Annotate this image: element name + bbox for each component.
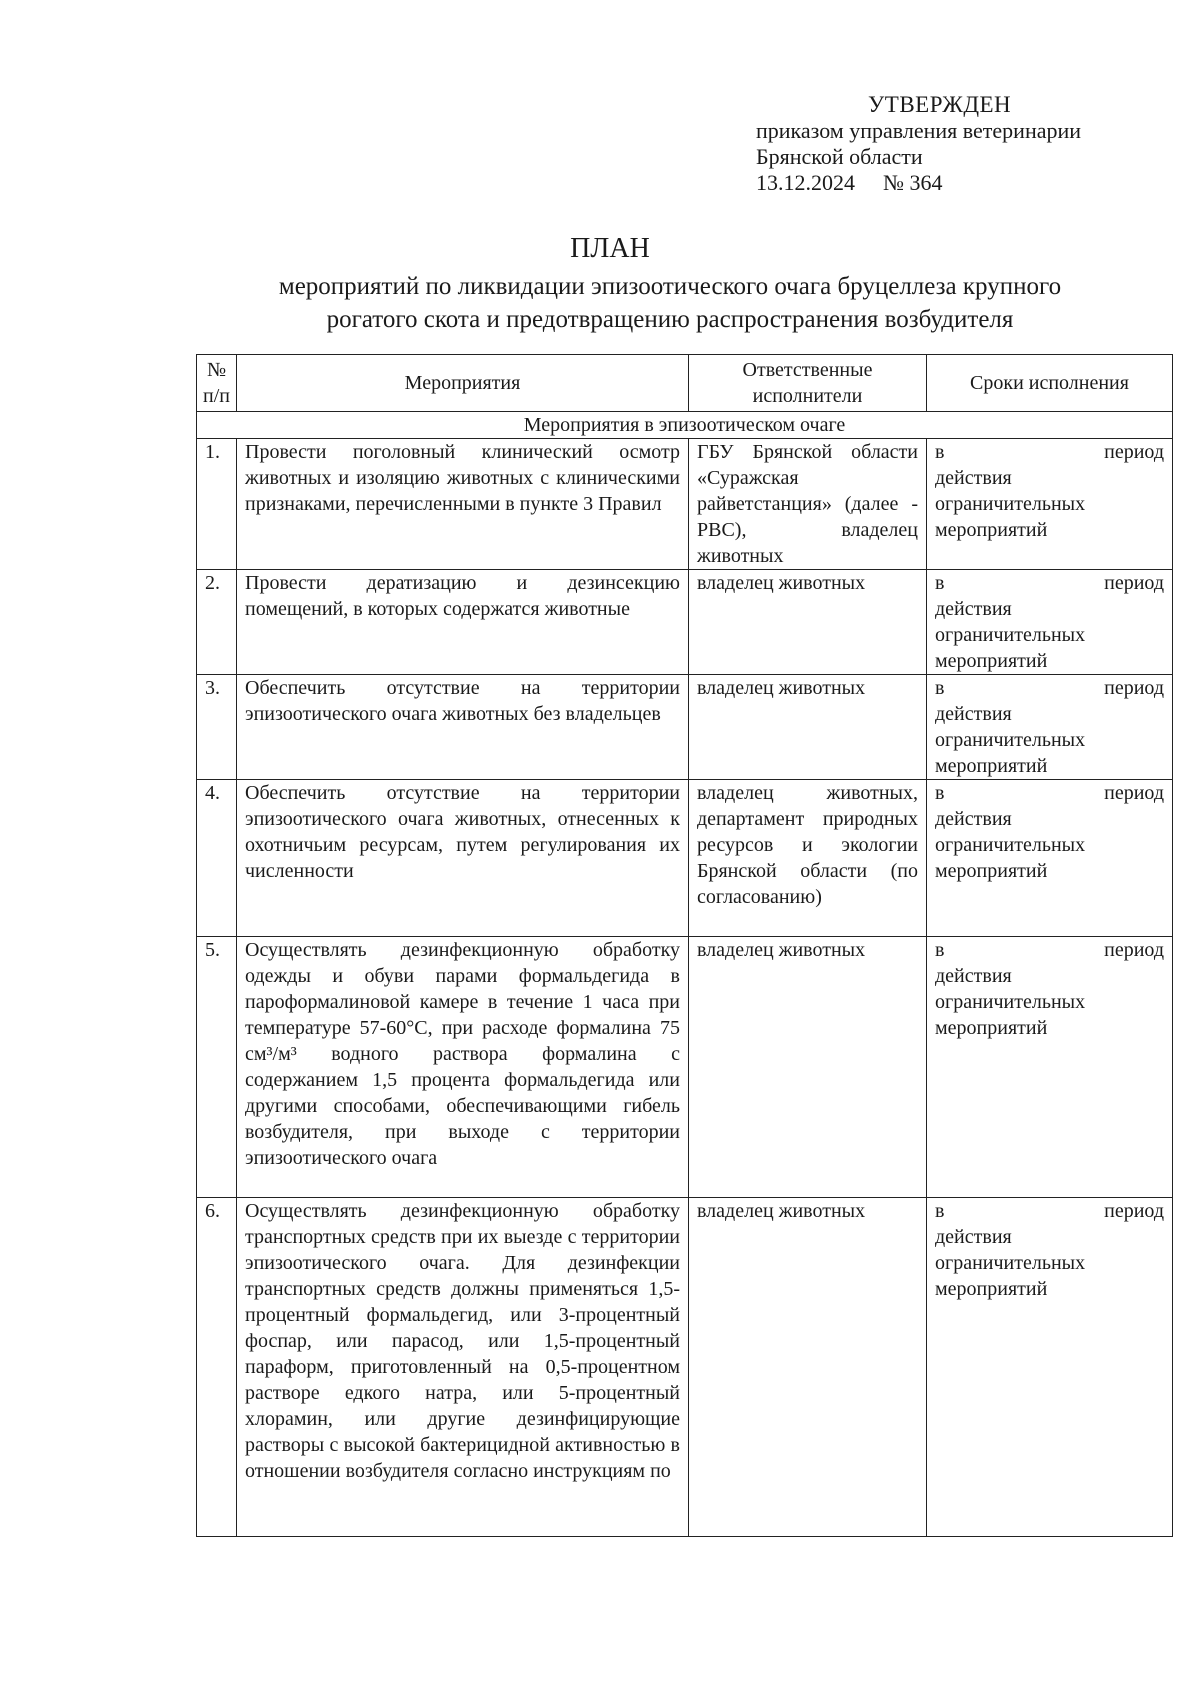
- row-term-word: в: [935, 1200, 945, 1222]
- row-term-word: период: [1104, 441, 1164, 463]
- header-responsible: Ответственные исполнители: [689, 355, 927, 412]
- row-term-first-line: [935, 570, 1164, 596]
- row-activity: Провести поголовный клинический осмотр животных и изоляцию животных с клиническими признаками, перечисленными в пункте 3 Правил: [237, 439, 689, 570]
- approval-line-1: приказом управления ветеринарии: [756, 118, 1082, 143]
- row-term-word: период: [1104, 1200, 1164, 1222]
- table-row: [197, 675, 1173, 780]
- row-number: 3.: [197, 675, 237, 780]
- table-header-row: [197, 355, 1173, 412]
- table-row: [197, 937, 1173, 1198]
- approval-date: 13.12.2024: [756, 170, 855, 195]
- row-term-word: в: [935, 441, 945, 463]
- row-responsible: ГБУ Брянской области «Суражская райветстанция» (далее - РВС), владелец животных: [689, 439, 927, 570]
- table-row: [197, 1198, 1173, 1537]
- row-activity: Осуществлять дезинфекционную обработку одежды и обуви парами формальдегида в пароформалиновой камере в течение 1 часа при температуре 57-60°С, при расходе формалина 75 см³/м³ водного раствора формалина с содержанием 1,5 процента формальдегида или другими способами, обеспечивающими гибель возбудителя, при выходе с территории эпизоотического очага: [237, 937, 689, 1198]
- row-responsible: владелец животных, департамент природных ресурсов и экологии Брянской области (по согласованию): [689, 780, 927, 937]
- row-term-rest: действия ограничительных мероприятий: [935, 598, 1086, 672]
- row-term-first-line: [935, 1198, 1164, 1224]
- approval-number: № 364: [883, 170, 943, 195]
- row-number: 5.: [197, 937, 237, 1198]
- row-term: [927, 937, 1173, 1198]
- row-responsible: владелец животных: [689, 1198, 927, 1537]
- row-responsible: владелец животных: [689, 570, 927, 675]
- row-term-word: в: [935, 939, 945, 961]
- row-number: 2.: [197, 570, 237, 675]
- row-number: 4.: [197, 780, 237, 937]
- row-responsible: владелец животных: [689, 675, 927, 780]
- row-term-first-line: [935, 937, 1164, 963]
- row-term: [927, 1198, 1173, 1537]
- header-term: Сроки исполнения: [927, 355, 1173, 412]
- row-term-word: период: [1104, 782, 1164, 804]
- row-term: [927, 780, 1173, 937]
- row-term-word: период: [1104, 677, 1164, 699]
- row-term-first-line: [935, 675, 1164, 701]
- section-title: Мероприятия в эпизоотическом очаге: [197, 412, 1173, 439]
- row-activity: Провести дератизацию и дезинсекцию помещений, в которых содержатся животные: [237, 570, 689, 675]
- row-term-first-line: [935, 439, 1164, 465]
- header-activity: Мероприятия: [237, 355, 689, 412]
- row-activity: Обеспечить отсутствие на территории эпизоотического очага животных, отнесенных к охотничьим ресурсам, путем регулирования их численности: [237, 780, 689, 937]
- row-term: [927, 570, 1173, 675]
- section-row: [197, 412, 1173, 439]
- row-term-rest: действия ограничительных мероприятий: [935, 965, 1086, 1039]
- row-term-word: период: [1104, 572, 1164, 594]
- row-term-first-line: [935, 780, 1164, 806]
- row-term-rest: действия ограничительных мероприятий: [935, 467, 1086, 541]
- table-row: [197, 780, 1173, 937]
- row-term-word: период: [1104, 939, 1164, 961]
- row-term: [927, 675, 1173, 780]
- header-num: № п/п: [197, 355, 237, 412]
- row-term-rest: действия ограничительных мероприятий: [935, 703, 1086, 777]
- approval-date-line: [756, 170, 1148, 196]
- row-number: 6.: [197, 1198, 237, 1537]
- row-term-word: в: [935, 677, 945, 699]
- row-term: [927, 439, 1173, 570]
- table-row: [197, 570, 1173, 675]
- plan-header: [0, 232, 1200, 336]
- approval-title: УТВЕРЖДЕН: [868, 92, 1012, 117]
- plan-table: [196, 354, 1173, 1537]
- row-term-rest: действия ограничительных мероприятий: [935, 808, 1086, 882]
- plan-subtitle: мероприятий по ликвидации эпизоотического очага бруцеллеза крупного рогатого скота и предотвращению распространения возбудителя: [278, 273, 1062, 333]
- approval-block: [748, 92, 1148, 196]
- approval-line-2: Брянской области: [756, 144, 923, 169]
- plan-title: ПЛАН: [570, 233, 650, 264]
- row-term-rest: действия ограничительных мероприятий: [935, 1226, 1086, 1300]
- row-term-word: в: [935, 572, 945, 594]
- row-responsible: владелец животных: [689, 937, 927, 1198]
- row-term-word: в: [935, 782, 945, 804]
- row-activity: Обеспечить отсутствие на территории эпизоотического очага животных без владельцев: [237, 675, 689, 780]
- row-activity: Осуществлять дезинфекционную обработку транспортных средств при их выезде с территории эпизоотического очага. Для дезинфекции транспортных средств должны применяться 1,5-процентный формальдегид, или 3-процентный фоспар, или парасод, или 1,5-процентный параформ, приготовленный на 0,5-процентном растворе едкого натра, или 5-процентный хлорамин, или другие дезинфицирующие растворы с высокой бактерицидной активностью в отношении возбудителя согласно инструкциям по: [237, 1198, 689, 1537]
- row-number: 1.: [197, 439, 237, 570]
- table-row: [197, 439, 1173, 570]
